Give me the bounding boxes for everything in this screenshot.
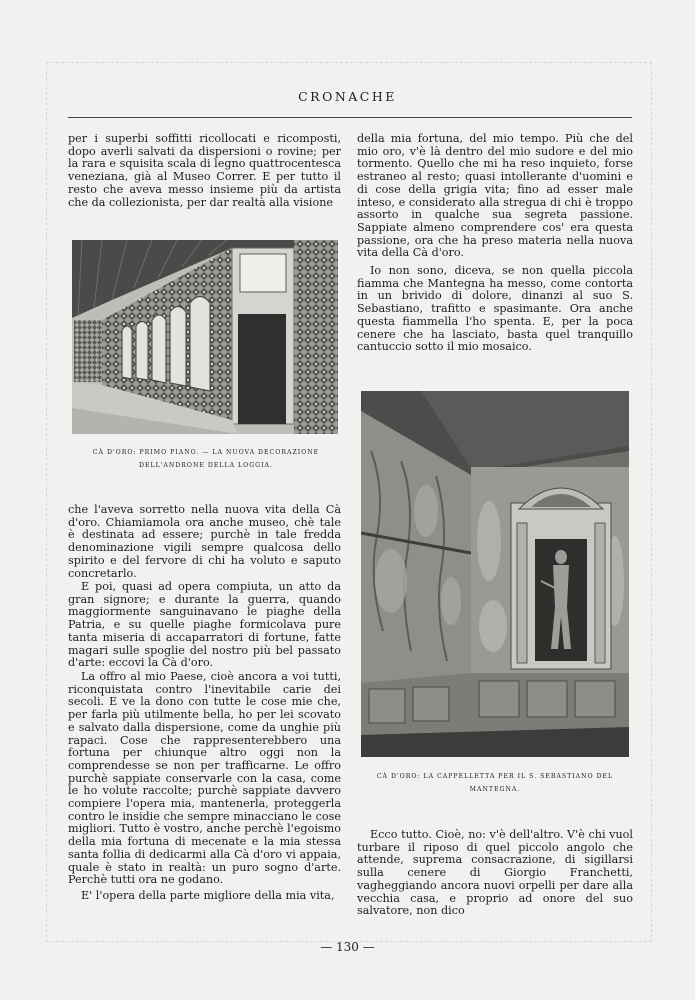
left-paragraph-3: La offro al mio Paese, cioè ancora a voi tutti, riconquistata contro l'inevitabile carie dei secoli. E ve la dono con tutte le cose mie che, per farla più utilmente bella, ho per lei scovato e salvato dalla dispersione, come da unghie più rapaci. Cose che rappresenterebbero una fortuna per chiunque altro oggi non la comprendesse se non per trafficarne. Le offro purchè sappiate conservarle con la casa, come le ho volute raccolte; purchè sappiate davvero compiere l'opera mia, mantenerla, proteggerla contro le insidie che sempre minacciano le cose migliori. Tutto è vostro, anche perchè l'egoismo della mia fortuna di mecenate e la mia stessa santa follia di dedicarmi alla Cà d'oro vi appaia, quale è stato in realtà: un puro sogno d'arte. Perchè tutti ora ne godano. [68, 670, 341, 887]
left-paragraph-1: che l'aveva sorretto nella nuova vita della Cà d'oro. Chiamiamola ora anche museo, chè tale è destinata ad essere; purchè in tale fredda denominazione vigili sempre qualcosa dello spirito e del fervore di chi ha voluto e saputo concretarlo. [68, 503, 341, 580]
header-rule [68, 117, 632, 118]
left-paragraph-4: E' l'opera della parte migliore della mia vita, [81, 889, 335, 902]
page-number: — 130 — [320, 940, 375, 954]
caption-loggia: CÀ D'ORO: PRIMO PIANO. — LA NUOVA DECORAZIONE DELL'ANDRONE DELLA LOGGIA. [92, 449, 320, 469]
left-paragraph-2: E poi, quasi ad opera compiuta, un atto da gran signore; e durante la guerra, quando maggiormente sanguinavano le piaghe della Patria, e su quelle piaghe formicolava pure tanta miseria di accaparratori di fortune, fatte magari sulle spoglie del nostro più bel passato d'arte: eccovi la Cà d'oro. [68, 580, 341, 670]
chapel-illustration [361, 391, 629, 757]
right-paragraph-3: Ecco tutto. Cioè, no: v'è dell'altro. V'è chi vuol turbare il riposo di quel piccolo angolo che attende, suprema consacrazione, di sigillarsi sulla cenere di Giorgio Franchetti, vagheggiando ancora nuovi orpelli per dare alla vecchia casa, e proprio ad onore del suo salvatore, non dico [357, 828, 633, 918]
right-paragraph-1: della mia fortuna, del mio tempo. Più che del mio oro, v'è là dentro del mio sudore e del mio tormento. Quello che mi ha reso inquieto, forse estraneo al resto; quasi intollerante d'uomini e di cose della grigia vita; fino ad esser male inteso, e considerato alla stregua di chi è troppo assorto in qualche sua segreta passione. Sappiate almeno comprendere cos' era questa passione, ora che ha preso materia nella nuova vita della Cà d'oro. [357, 132, 633, 260]
photo-loggia [72, 240, 338, 434]
loggia-illustration [72, 240, 338, 434]
left-paragraph-top: per i superbi soffitti ricollocati e ricomposti, dopo averli salvati da dispersioni o rovine; per la rara e squisita scala di legno quattrocentesca veneziana, già al Museo Correr. E per tutto il resto che aveva messo insieme più da artista che da collezionista, per dar realtà alla visione [68, 132, 341, 209]
caption-chapel: CÀ D'ORO: LA CAPPELLETTA PER IL S. SEBASTIANO DEL MANTEGNA. [376, 773, 614, 793]
running-head: CRONACHE [298, 89, 397, 104]
right-paragraph-2: Io non sono, diceva, se non quella piccola fiamma che Mantegna ha messo, come contorta in un brivido di dolore, dinanzi al suo S. Sebastiano, trafitto e spasimante. Ora anche questa fiammella l'ho spenta. E, per la poca cenere che ha lasciato, basta quel tranquillo cantuccio sotto il mio mosaico. [357, 264, 633, 354]
photo-chapel [361, 391, 629, 757]
